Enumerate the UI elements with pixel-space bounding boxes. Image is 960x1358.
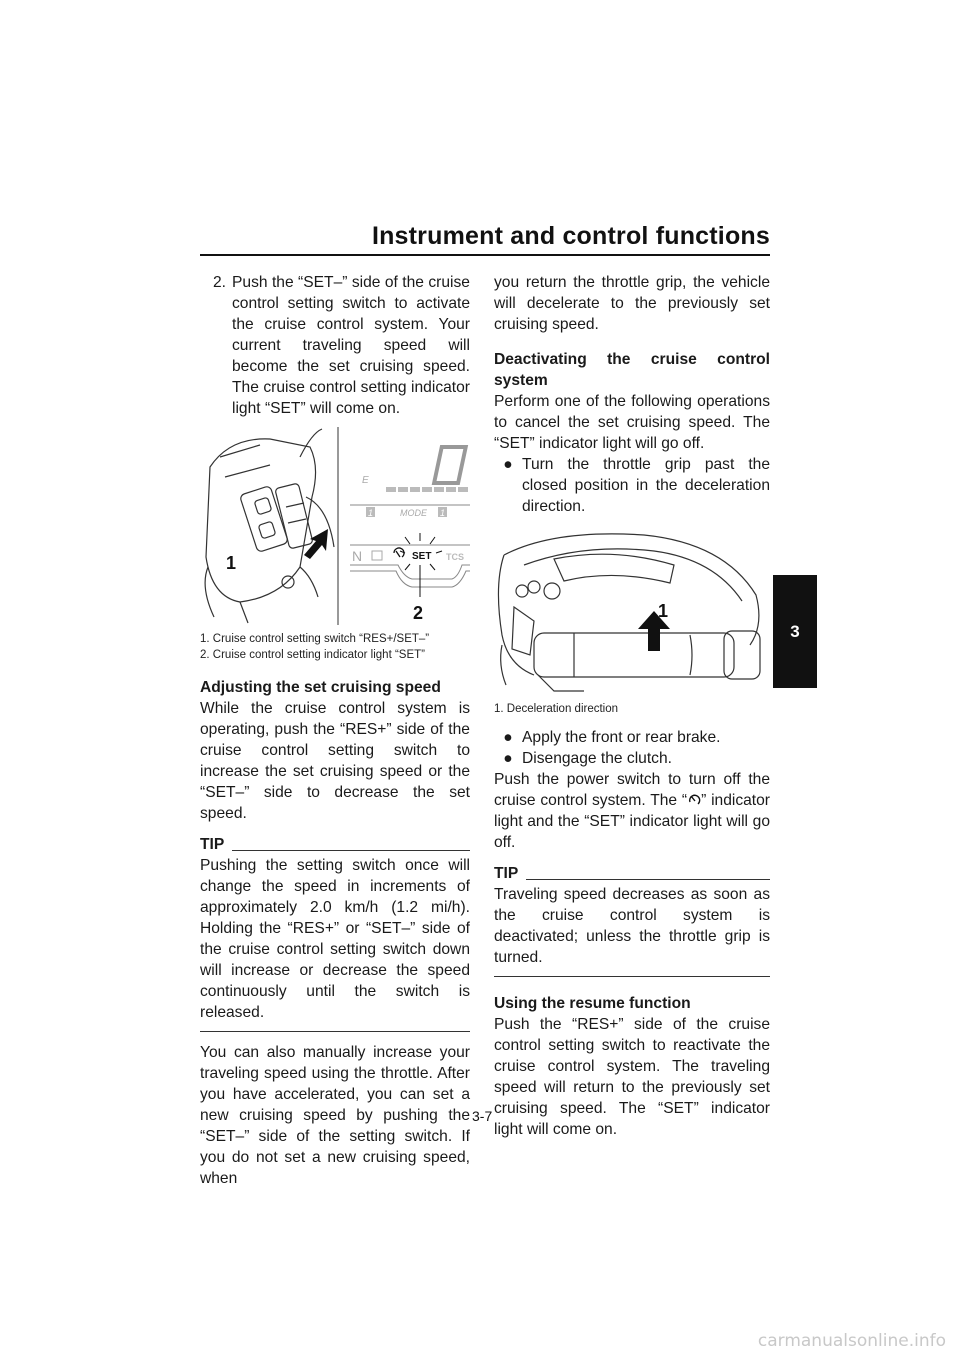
lcd-one-b: 1 (440, 508, 446, 518)
page-number: 3-7 (472, 1108, 493, 1124)
tip-end-rule (200, 1031, 470, 1032)
figure-caption: 1. Deceleration direction (494, 703, 619, 715)
deactivate-paragraph: Perform one of the following operations to cancel the set cruising speed. The “SET” indicator light will go off. (494, 393, 770, 452)
bullet-item-throttle: ● Turn the throttle grip past the closed position in the deceleration direction. (503, 456, 770, 515)
header-rule (200, 254, 770, 256)
lcd-n: N (352, 548, 363, 564)
callout-1: 1 (658, 601, 669, 621)
section-heading-deactivate: Deactivating the cruise control system (494, 351, 770, 389)
figure-caption-2: 2. Cruise control setting indicator light “SET” (200, 649, 425, 661)
lcd-one-a: 1 (368, 508, 374, 518)
throttle-grip-illustration (494, 525, 770, 695)
step-text: Push the “SET–” side of the cruise control setting switch to activate the cruise control system. Your current traveling speed will become the set cruising speed. The cruise control setting indicator light “SET” will come on. (232, 274, 470, 417)
tip-paragraph: Pushing the setting switch once will change the speed in increments of approximately 2.0 km/h (1.2 mi/h). Holding the “RES+” or “SET–” side of the cruise control setting switch down will increase or decrease the speed continuously until the switch is released. (200, 857, 470, 1021)
continued-paragraph: you return the throttle grip, the vehicle will decelerate to the previously set cruising speed. (494, 274, 770, 333)
callout-2: 2 (413, 603, 424, 623)
step-number: 2. (212, 274, 226, 291)
lcd-tcs: TCS (446, 552, 464, 562)
adjust-paragraph: While the cruise control system is operating, push the “RES+” side of the cruise control setting switch to increase the set cruising speed or the “SET–” side to decrease the set speed. (200, 700, 470, 822)
left-column (200, 272, 470, 1189)
tip-header (200, 834, 470, 855)
tip-label: TIP (200, 836, 225, 853)
section-heading-adjust: Adjusting the set cruising speed (200, 679, 441, 696)
cruise-indicator-icon (687, 793, 701, 806)
callout-1: 1 (226, 553, 237, 573)
tip-label: TIP (494, 865, 519, 882)
cruise-switch-illustration (200, 427, 470, 625)
right-column (494, 272, 770, 1140)
page-header-title: Instrument and control functions (371, 222, 770, 250)
manual-paragraph: You can also manually increase your traveling speed using the throttle. After you have accelerated, you can set a new cruising speed by pushing the “SET–” side of the setting switch. If you do not set a new cruising speed, when (200, 1044, 470, 1187)
lcd-e: E (362, 475, 369, 486)
figure-caption-1: 1. Cruise control setting switch “RES+/SET–” (200, 633, 430, 645)
lcd-set: SET (412, 551, 432, 562)
tip-end-rule (494, 976, 770, 977)
figure-throttle-grip (494, 525, 770, 717)
watermark: carmanualsonline.info (757, 1331, 946, 1351)
figure-cruise-switch (200, 427, 470, 663)
tip-paragraph: Traveling speed decreases as soon as the cruise control system is deactivated; unless the throttle grip is turned. (494, 886, 770, 966)
tip-header (494, 863, 770, 884)
step-2 (200, 272, 470, 419)
bullet-item-clutch: ● Disengage the clutch. (503, 750, 672, 767)
lcd-mode: MODE (400, 508, 427, 518)
section-heading-resume: Using the resume function (494, 995, 691, 1012)
resume-paragraph: Push the “RES+” side of the cruise control setting switch to reactivate the cruise control system. The traveling speed will return to the previously set cruising speed. The “SET” indicator light will come on. (494, 1016, 770, 1138)
chapter-tab: 3 (773, 575, 817, 688)
bullet-item-brake: ● Apply the front or rear brake. (503, 729, 721, 746)
power-switch-paragraph: Push the power switch to turn off the cruise control system. The “ ” indicator light and the “SET” indicator light will go off. (494, 771, 771, 851)
